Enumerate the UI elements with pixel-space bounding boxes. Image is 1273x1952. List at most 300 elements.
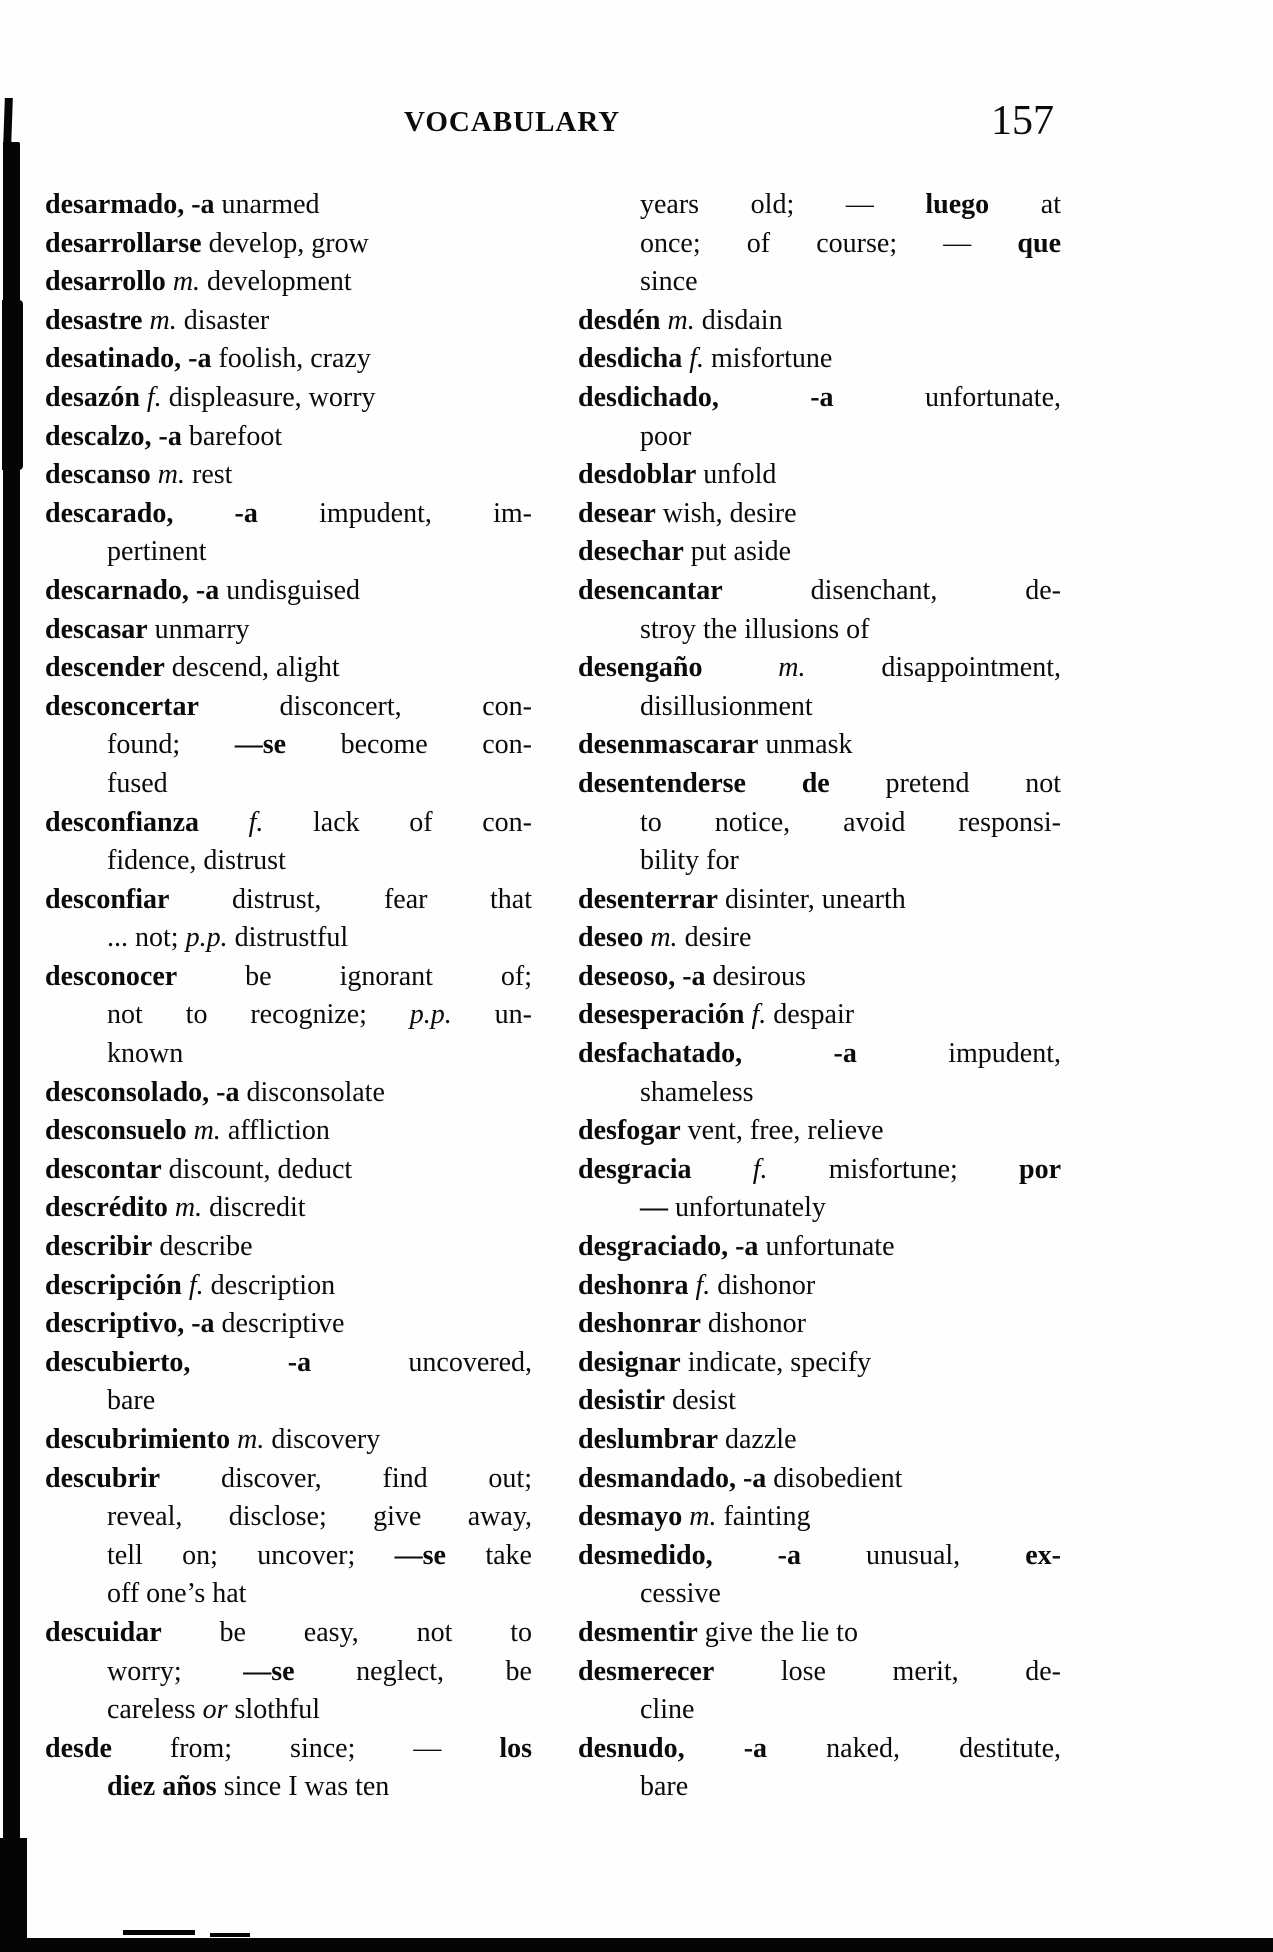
entry-line bbox=[578, 263, 1061, 302]
text-run: unfortunate bbox=[758, 1231, 895, 1263]
text-run: dishonor bbox=[700, 1308, 806, 1340]
entry-line bbox=[45, 1460, 532, 1499]
entry-line bbox=[45, 958, 532, 997]
text-run: be easy, not to bbox=[161, 1616, 532, 1648]
dictionary-entry bbox=[578, 186, 1061, 302]
entry-line bbox=[45, 1537, 532, 1576]
headword: desde bbox=[45, 1732, 112, 1764]
text-run: description bbox=[203, 1269, 336, 1301]
headword: desmedido, -a bbox=[578, 1539, 801, 1571]
entry-line bbox=[578, 1189, 1061, 1228]
grammar-label: m. bbox=[174, 1192, 203, 1224]
text-run: unusual, bbox=[800, 1539, 1026, 1571]
entry-line bbox=[45, 1151, 532, 1190]
dictionary-entry bbox=[45, 1344, 532, 1421]
dictionary-entry bbox=[578, 1035, 1061, 1112]
grammar-label: f. bbox=[752, 1153, 768, 1185]
grammar-label: f. bbox=[751, 999, 767, 1031]
entry-line bbox=[578, 611, 1061, 650]
headword: desarrollo bbox=[45, 266, 173, 298]
entry-line bbox=[45, 225, 532, 264]
text-run: desirous bbox=[705, 960, 806, 992]
dictionary-entry bbox=[578, 1151, 1061, 1228]
text-run: ... not; bbox=[107, 922, 186, 954]
text-run: descend, alight bbox=[164, 652, 340, 684]
headword: descalzo, -a bbox=[45, 420, 182, 452]
text-run: un- bbox=[451, 999, 532, 1031]
text-run: distrustful bbox=[227, 922, 349, 954]
bold-term: luego bbox=[925, 189, 990, 220]
entry-line bbox=[45, 1112, 532, 1151]
text-run: bare bbox=[640, 1771, 689, 1803]
headword: desear bbox=[578, 497, 656, 529]
dictionary-entry bbox=[578, 1730, 1061, 1807]
text-run: shameless bbox=[640, 1076, 754, 1108]
text-run: disaster bbox=[176, 304, 270, 336]
text-run: known bbox=[107, 1038, 184, 1070]
headword: desgracia bbox=[578, 1153, 753, 1185]
text-run: unarmed bbox=[214, 189, 320, 220]
entry-line bbox=[578, 340, 1061, 379]
text-run: lack of con- bbox=[263, 806, 532, 838]
entry-line bbox=[45, 1228, 532, 1267]
dictionary-entry bbox=[45, 1460, 532, 1614]
dictionary-entry bbox=[45, 1421, 532, 1460]
text-run: since I was ten bbox=[216, 1771, 390, 1803]
dictionary-entry bbox=[578, 919, 1061, 958]
dictionary-entry bbox=[45, 1267, 532, 1306]
dictionary-entry bbox=[578, 1382, 1061, 1421]
entry-line bbox=[45, 495, 532, 534]
text-run: poor bbox=[640, 420, 692, 452]
entry-line bbox=[578, 1691, 1061, 1730]
entry-line bbox=[45, 1189, 532, 1228]
entry-line bbox=[45, 418, 532, 457]
text-run: at bbox=[989, 189, 1061, 220]
headword: desengaño bbox=[578, 652, 779, 684]
dictionary-entry bbox=[45, 958, 532, 1074]
text-run: unmarry bbox=[147, 613, 250, 645]
entry-line bbox=[45, 1074, 532, 1113]
grammar-label: f. bbox=[188, 1269, 204, 1301]
dictionary-entry bbox=[578, 649, 1061, 726]
entry-line bbox=[45, 302, 532, 341]
headword: desistir bbox=[578, 1385, 666, 1417]
text-run: disobedient bbox=[766, 1462, 903, 1494]
entry-line bbox=[578, 495, 1061, 534]
text-run: cessive bbox=[640, 1578, 721, 1610]
vocabulary-column-right bbox=[578, 186, 1061, 1807]
text-run: disdain bbox=[694, 304, 783, 336]
dictionary-entry bbox=[45, 881, 532, 958]
entry-line bbox=[578, 765, 1061, 804]
headword: desechar bbox=[578, 536, 684, 568]
headword: deseo bbox=[578, 922, 651, 954]
text-run: descriptive bbox=[214, 1308, 345, 1340]
headword: descender bbox=[45, 652, 165, 684]
text-run: disinter, unearth bbox=[717, 883, 906, 915]
dictionary-entry bbox=[578, 726, 1061, 765]
dictionary-entry bbox=[45, 1730, 532, 1807]
dictionary-entry bbox=[45, 1305, 532, 1344]
headword: descarnado, -a bbox=[45, 574, 220, 606]
text-run: reveal, disclose; give away, bbox=[107, 1501, 532, 1533]
page-number: 157 bbox=[991, 98, 1054, 144]
text-run: naked, destitute, bbox=[767, 1732, 1061, 1764]
text-run: misfortune bbox=[704, 343, 833, 375]
entry-line bbox=[45, 1653, 532, 1692]
entry-line bbox=[45, 340, 532, 379]
text-run: pertinent bbox=[107, 536, 207, 568]
headword: desfogar bbox=[578, 1115, 681, 1147]
text-run: lose merit, de- bbox=[714, 1655, 1061, 1687]
bold-term: —se bbox=[394, 1539, 446, 1571]
dictionary-entry bbox=[578, 533, 1061, 572]
bold-term: ex- bbox=[1025, 1539, 1061, 1571]
text-run: not to recognize; bbox=[107, 999, 410, 1031]
text-run: development bbox=[200, 266, 352, 298]
text-run: desist bbox=[665, 1385, 736, 1417]
dictionary-entry bbox=[45, 418, 532, 457]
headword: descripción bbox=[45, 1269, 189, 1301]
dictionary-entry bbox=[578, 765, 1061, 881]
text-run: take bbox=[445, 1539, 532, 1571]
text-run: foolish, crazy bbox=[211, 343, 371, 375]
headword: desastre bbox=[45, 304, 150, 336]
text-run: disappointment, bbox=[805, 652, 1061, 684]
entry-line bbox=[578, 1112, 1061, 1151]
dictionary-entry bbox=[578, 1228, 1061, 1267]
text-run: dazzle bbox=[718, 1424, 797, 1455]
dictionary-entry bbox=[578, 1421, 1061, 1460]
entry-line bbox=[45, 919, 532, 958]
headword: descontar bbox=[45, 1153, 162, 1185]
dictionary-entry bbox=[45, 263, 532, 302]
entry-line bbox=[45, 611, 532, 650]
headword: desdicha bbox=[578, 343, 690, 375]
headword: desfachatado, -a bbox=[578, 1038, 857, 1070]
headword: desconocer bbox=[45, 960, 178, 992]
grammar-label: m. bbox=[157, 459, 186, 491]
text-run: from; since; — bbox=[111, 1732, 500, 1764]
bold-term: —se bbox=[243, 1655, 295, 1687]
headword: desdén bbox=[578, 304, 668, 336]
grammar-label: m. bbox=[193, 1115, 221, 1147]
text-run: affliction bbox=[220, 1115, 330, 1147]
entry-line bbox=[45, 263, 532, 302]
entry-line bbox=[578, 418, 1061, 457]
entry-line bbox=[45, 1421, 532, 1460]
grammar-label: p.p. bbox=[185, 922, 228, 954]
text-run: unfold bbox=[696, 459, 777, 491]
entry-line bbox=[578, 1305, 1061, 1344]
text-run: fainting bbox=[716, 1501, 811, 1533]
text-run: displeasure, worry bbox=[161, 381, 376, 413]
headword: desatinado, -a bbox=[45, 343, 212, 375]
text-run: rest bbox=[185, 459, 233, 491]
dictionary-entry bbox=[45, 649, 532, 688]
text-run: unfortunately bbox=[668, 1192, 826, 1224]
headword: desconfiar bbox=[45, 883, 170, 915]
headword: descarado, -a bbox=[45, 497, 258, 529]
entry-line bbox=[578, 186, 1061, 225]
text-run: impudent, im- bbox=[257, 497, 532, 529]
entry-line bbox=[578, 726, 1061, 765]
grammar-label: p.p. bbox=[409, 999, 452, 1031]
headword: descasar bbox=[45, 613, 148, 645]
text-run: wish, desire bbox=[655, 497, 797, 529]
dictionary-entry bbox=[45, 379, 532, 418]
dictionary-entry bbox=[45, 688, 532, 804]
dictionary-entry bbox=[45, 1074, 532, 1113]
entry-line bbox=[578, 1730, 1061, 1769]
page-header-title: VOCABULARY bbox=[404, 106, 621, 138]
dictionary-entry bbox=[578, 1267, 1061, 1306]
scan-bottom-dash-artifact-2 bbox=[210, 1933, 250, 1937]
entry-line bbox=[578, 688, 1061, 727]
dictionary-entry bbox=[45, 225, 532, 264]
headword: descubierto, -a bbox=[45, 1346, 312, 1378]
text-run: stroy the illusions of bbox=[640, 613, 870, 645]
entry-line bbox=[578, 1614, 1061, 1653]
dictionary-entry bbox=[45, 340, 532, 379]
headword: desarrollarse bbox=[45, 227, 202, 259]
headword: desconcertar bbox=[45, 690, 199, 722]
entry-line bbox=[578, 302, 1061, 341]
bold-term: — bbox=[640, 1192, 668, 1224]
entry-line bbox=[45, 842, 532, 881]
dictionary-entry bbox=[45, 456, 532, 495]
entry-line bbox=[578, 1074, 1061, 1113]
text-run: discovery bbox=[264, 1424, 381, 1455]
entry-line bbox=[578, 379, 1061, 418]
text-run: disconcert, con- bbox=[198, 690, 532, 722]
text-run: to notice, avoid responsi- bbox=[640, 806, 1061, 838]
text-run: barefoot bbox=[181, 420, 283, 452]
scan-streak-artifact bbox=[3, 98, 13, 146]
entry-line bbox=[45, 1035, 532, 1074]
grammar-label: m. bbox=[778, 652, 806, 684]
headword: desentenderse de bbox=[578, 767, 830, 799]
grammar-label: f. bbox=[695, 1269, 711, 1301]
dictionary-entry bbox=[45, 186, 532, 225]
entry-line bbox=[578, 1575, 1061, 1614]
grammar-label: m. bbox=[172, 266, 201, 298]
entry-line bbox=[45, 572, 532, 611]
entry-line bbox=[578, 1768, 1061, 1807]
headword: deshonra bbox=[578, 1269, 696, 1301]
vocabulary-column-left bbox=[45, 186, 532, 1807]
entry-line bbox=[578, 881, 1061, 920]
grammar-label: f. bbox=[689, 343, 705, 375]
dictionary-entry bbox=[45, 1151, 532, 1190]
text-run: fidence, distrust bbox=[107, 845, 286, 877]
dictionary-entry bbox=[45, 1112, 532, 1151]
entry-line bbox=[578, 225, 1061, 264]
headword: descubrir bbox=[45, 1462, 161, 1494]
text-run: bility for bbox=[640, 845, 739, 877]
headword: deshonrar bbox=[578, 1308, 701, 1340]
entry-line bbox=[45, 649, 532, 688]
entry-line bbox=[45, 1768, 532, 1807]
entry-line bbox=[578, 1460, 1061, 1499]
dictionary-entry bbox=[578, 379, 1061, 456]
text-run: since bbox=[640, 266, 698, 298]
text-run: despair bbox=[766, 999, 855, 1031]
entry-line bbox=[578, 1344, 1061, 1383]
text-run: once; of course; — bbox=[640, 227, 1018, 259]
bold-term: —se bbox=[234, 729, 287, 761]
dictionary-entry bbox=[578, 572, 1061, 649]
dictionary-entry bbox=[578, 958, 1061, 997]
entry-line bbox=[45, 996, 532, 1035]
headword: desmayo bbox=[578, 1501, 690, 1533]
entry-line bbox=[45, 688, 532, 727]
entry-line bbox=[45, 1267, 532, 1306]
entry-line bbox=[45, 1614, 532, 1653]
entry-line bbox=[578, 1537, 1061, 1576]
entry-line bbox=[578, 804, 1061, 843]
text-run: years old; — bbox=[640, 189, 926, 220]
text-run: dishonor bbox=[710, 1269, 816, 1301]
dictionary-entry bbox=[45, 495, 532, 572]
bold-term: que bbox=[1017, 227, 1061, 259]
text-run: slothful bbox=[227, 1694, 321, 1726]
headword: desencantar bbox=[578, 574, 723, 606]
entry-line bbox=[578, 1421, 1061, 1460]
scan-gutter-shadow-bump bbox=[2, 300, 23, 470]
text-run: indicate, specify bbox=[680, 1346, 872, 1378]
headword: desnudo, -a bbox=[578, 1732, 768, 1764]
bold-term: los bbox=[499, 1732, 532, 1764]
text-run: describe bbox=[152, 1231, 253, 1263]
text-run: put aside bbox=[683, 536, 792, 568]
text-run: disillusionment bbox=[640, 690, 813, 722]
grammar-label: m. bbox=[689, 1501, 717, 1533]
entry-line bbox=[45, 533, 532, 572]
entry-line bbox=[45, 1344, 532, 1383]
grammar-label: m. bbox=[650, 922, 678, 954]
dictionary-entry bbox=[578, 1305, 1061, 1344]
grammar-label: or bbox=[202, 1694, 228, 1726]
entry-line bbox=[45, 726, 532, 765]
entry-line bbox=[578, 996, 1061, 1035]
dictionary-entry bbox=[578, 340, 1061, 379]
dictionary-entry bbox=[578, 1498, 1061, 1537]
grammar-label: m. bbox=[237, 1424, 265, 1455]
dictionary-entry bbox=[45, 804, 532, 881]
headword: deseoso, -a bbox=[578, 960, 706, 992]
headword: desdichado, -a bbox=[578, 381, 834, 413]
entry-line bbox=[45, 804, 532, 843]
dictionary-entry bbox=[578, 1614, 1061, 1653]
entry-line bbox=[45, 765, 532, 804]
entry-line bbox=[45, 881, 532, 920]
text-run: unmask bbox=[758, 729, 853, 761]
text-run: disconsolate bbox=[239, 1076, 385, 1108]
text-run: cline bbox=[640, 1694, 695, 1726]
text-run: give the lie to bbox=[697, 1616, 858, 1648]
entry-line bbox=[45, 1730, 532, 1769]
headword: descubrimiento bbox=[45, 1424, 238, 1455]
text-run: uncovered, bbox=[311, 1346, 532, 1378]
grammar-label: f. bbox=[248, 806, 264, 838]
entry-line bbox=[45, 186, 532, 225]
entry-line bbox=[578, 1228, 1061, 1267]
text-run: undisguised bbox=[219, 574, 361, 606]
headword: desarmado, -a bbox=[45, 189, 215, 220]
scan-bottom-dash-artifact bbox=[123, 1930, 195, 1935]
grammar-label: f. bbox=[146, 381, 162, 413]
headword: designar bbox=[578, 1346, 681, 1378]
headword: desconsuelo bbox=[45, 1115, 194, 1147]
text-run: worry; bbox=[107, 1655, 244, 1687]
dictionary-entry bbox=[45, 1189, 532, 1228]
headword: descanso bbox=[45, 459, 158, 491]
scan-gutter-shadow-bottom bbox=[0, 1838, 27, 1952]
dictionary-entry bbox=[578, 456, 1061, 495]
entry-line bbox=[578, 649, 1061, 688]
entry-line bbox=[578, 842, 1061, 881]
headword: descrédito bbox=[45, 1192, 175, 1224]
dictionary-entry bbox=[578, 302, 1061, 341]
entry-line bbox=[578, 1382, 1061, 1421]
dictionary-entry bbox=[578, 1537, 1061, 1614]
text-run: pretend not bbox=[829, 767, 1061, 799]
headword: desmentir bbox=[578, 1616, 698, 1648]
text-run: become con- bbox=[286, 729, 532, 761]
entry-line bbox=[45, 456, 532, 495]
headword: desmandado, -a bbox=[578, 1462, 767, 1494]
text-run: bare bbox=[107, 1385, 156, 1417]
text-run: tell on; uncover; bbox=[107, 1539, 395, 1571]
text-run: misfortune; bbox=[767, 1153, 1020, 1185]
text-run: develop, grow bbox=[201, 227, 369, 259]
entry-line bbox=[578, 533, 1061, 572]
headword: desazón bbox=[45, 381, 147, 413]
text-run: vent, free, relieve bbox=[680, 1115, 884, 1147]
entry-line bbox=[45, 1691, 532, 1730]
entry-line bbox=[578, 572, 1061, 611]
headword: desconsolado, -a bbox=[45, 1076, 240, 1108]
headword: descuidar bbox=[45, 1616, 162, 1648]
entry-line bbox=[578, 1653, 1061, 1692]
scan-bottom-bar-artifact bbox=[0, 1938, 1273, 1952]
grammar-label: m. bbox=[667, 304, 695, 336]
entry-line bbox=[578, 1267, 1061, 1306]
dictionary-entry bbox=[578, 495, 1061, 534]
text-run: discount, deduct bbox=[161, 1153, 353, 1185]
headword: describir bbox=[45, 1231, 153, 1263]
dictionary-entry bbox=[45, 572, 532, 611]
headword: desenmascarar bbox=[578, 729, 759, 761]
headword: desconfianza bbox=[45, 806, 249, 838]
grammar-label: m. bbox=[149, 304, 177, 336]
text-run: found; bbox=[107, 729, 235, 761]
dictionary-entry bbox=[578, 1112, 1061, 1151]
dictionary-entry bbox=[45, 1228, 532, 1267]
bold-term: diez años bbox=[107, 1771, 217, 1803]
text-run: be ignorant of; bbox=[177, 960, 532, 992]
entry-line bbox=[45, 1305, 532, 1344]
text-run: impudent, bbox=[856, 1038, 1061, 1070]
text-run: unfortunate, bbox=[833, 381, 1061, 413]
text-run: discover, find out; bbox=[160, 1462, 532, 1494]
text-run: discredit bbox=[202, 1192, 306, 1224]
dictionary-entry bbox=[578, 996, 1061, 1035]
text-run: careless bbox=[107, 1694, 203, 1726]
text-run: desire bbox=[677, 922, 752, 954]
